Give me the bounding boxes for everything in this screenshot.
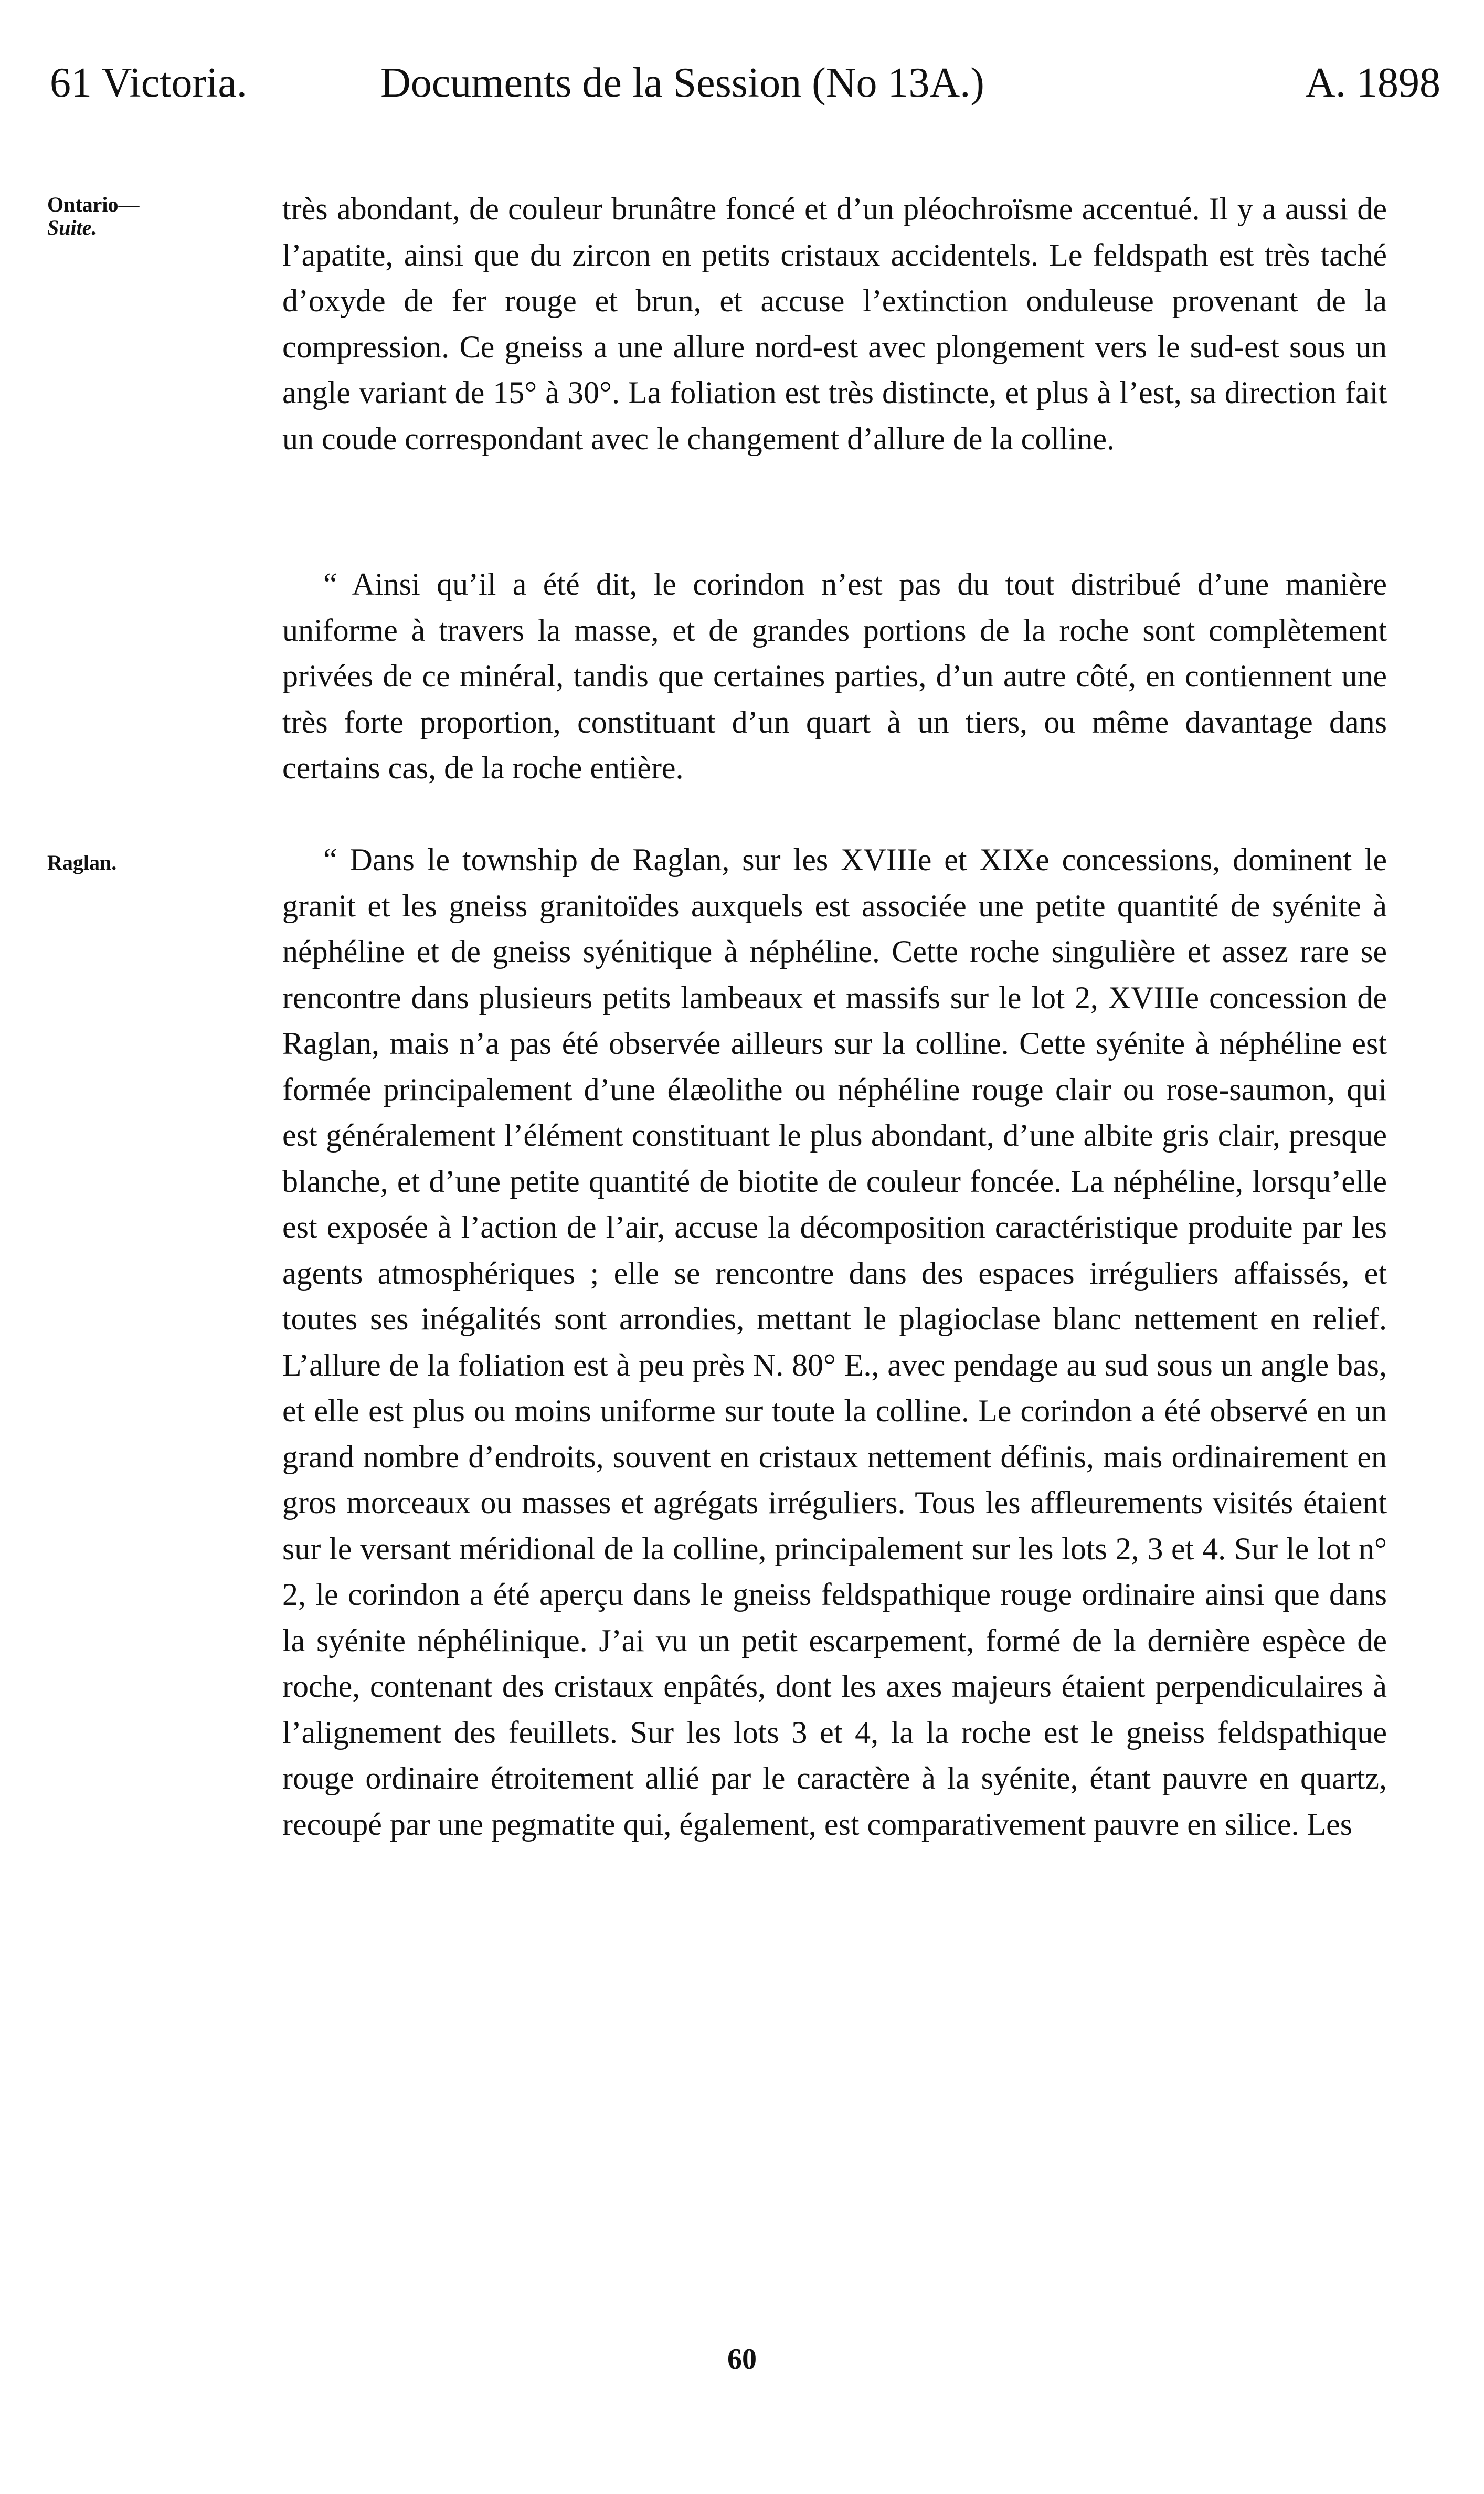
margin-note-raglan (47, 851, 236, 874)
paragraph-1 (282, 186, 1387, 462)
margin-note-ontario (47, 193, 236, 239)
margin-note-ontario-sub: Suite. (47, 216, 97, 239)
header-year: A. 1898 (1305, 60, 1440, 106)
paragraph-3 (282, 837, 1387, 1847)
paragraph-1-text: très abondant, de couleur brunâtre foncé et d’un pléochroïsme accentué. Il y a aussi de l’apatite, ainsi que du zircon en petits cristaux accidentels. Le feldspath est très taché d’oxyde de fer rouge et brun, et accuse l’extinction onduleuse provenant de la compression. Ce gneiss a une allure nord-est avec plongement vers le sud-est sous un angle variant de 15° à 30°. La foliation est très distincte, et plus à l’est, sa direction fait un coude correspondant avec le changement d’allure de la colline. (282, 192, 1387, 456)
page-number: 60 (727, 2343, 757, 2375)
paragraph-2 (282, 562, 1387, 791)
margin-note-ontario-label: Ontario— (47, 193, 140, 216)
header-title: Documents de la Session (No 13A.) (380, 60, 984, 106)
header-session: 61 Victoria. (50, 60, 247, 106)
margin-note-raglan-label: Raglan. (47, 851, 117, 874)
paragraph-3-text: “ Dans le township de Raglan, sur les XVIIIe et XIXe concessions, dominent le granit et les gneiss granitoïdes auxquels est associée une petite quantité de syénite à néphéline et de gneiss syénitique à néphéline. Cette roche singulière et assez rare se rencontre dans plusieurs petits lambeaux et massifs sur le lot 2, XVIIIe concession de Raglan, mais n’a pas été observée ailleurs sur la colline. Cette syénite à néphéline est formée principalement d’une élæolithe ou néphéline rouge clair ou rose-saumon, qui est généralement l’élément constituant le plus abondant, d’une albite gris clair, presque blanche, et d’une petite quantité de biotite de couleur foncée. La néphéline, lorsqu’elle est exposée à l’action de l’air, accuse la décomposition caractéristique produite par les agents atmosphériques ; elle se rencontre dans des espaces irréguliers affaissés, et toutes ses inégalités sont arrondies, mettant le plagioclase blanc nettement en relief. L’allure de la foliation est à peu près N. 80° E., avec pendage au sud sous un angle bas, et elle est plus ou moins uniforme sur toute la colline. Le corindon a été observé en un grand nombre d’endroits, souvent en cristaux nettement définis, mais ordinairement en gros morceaux ou masses et agrégats irréguliers. Tous les affleurements visités étaient sur le versant méridional de la colline, principalement sur les lots 2, 3 et 4. Sur le lot n° 2, le corindon a été aperçu dans le gneiss feldspathique rouge ordinaire ainsi que dans la syénite néphélinique. J’ai vu un petit escarpement, formé de la dernière espèce de roche, contenant des cristaux enpâtés, dont les axes majeurs étaient perpendiculaires à l’alignement des feuillets. Sur les lots 3 et 4, la la roche est le gneiss feldspathique rouge ordinaire étroitement allié par le caractère à la syénite, étant pauvre en quartz, recoupé par une pegmatite qui, également, est comparativement pauvre en silice. Les (282, 842, 1387, 1842)
paragraph-2-text: “ Ainsi qu’il a été dit, le corindon n’est pas du tout distribué d’une manière uniforme à travers la masse, et de grandes portions de la roche sont complètement privées de ce minéral, tandis que certaines parties, d’un autre côté, en contiennent une très forte proportion, constituant d’un quart à un tiers, ou même davantage dans certains cas, de la roche entière. (282, 567, 1387, 785)
